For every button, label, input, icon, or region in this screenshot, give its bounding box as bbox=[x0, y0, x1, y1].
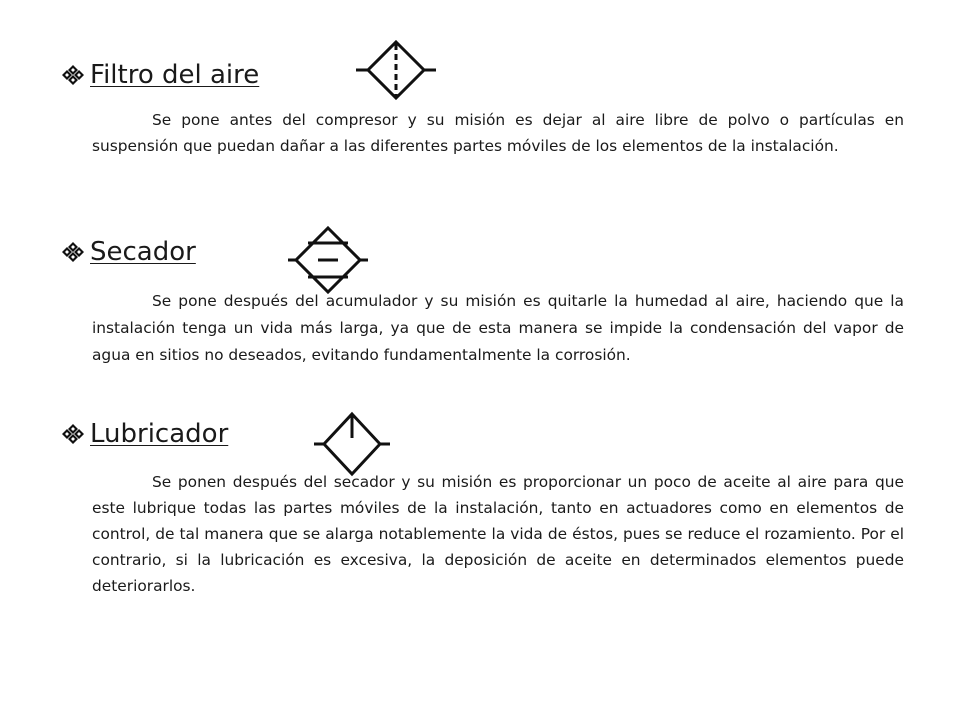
heading-text: Secador bbox=[90, 237, 196, 267]
diamond-bullet-icon bbox=[62, 64, 84, 86]
air-filter-symbol-icon bbox=[356, 40, 436, 102]
dryer-symbol-icon bbox=[288, 225, 368, 295]
heading-text: Lubricador bbox=[90, 419, 229, 449]
lubricator-symbol-icon bbox=[314, 410, 390, 478]
heading-text: Filtro del aire bbox=[90, 60, 260, 90]
diamond-bullet-icon bbox=[62, 423, 84, 445]
paragraph-lubricador: Se ponen después del secador y su misión es proporcionar un poco de aceite al aire para que este lubrique todas las partes móviles de la instalación, tanto en actuadores como en elementos de control, de tal manera que se alarga notablemente la vida de éstos, pues se reduce el rozamiento. Por el contrario, si la lubricación es excesiva, la deposición de aceite en determinados elementos puede deteriorarlos. bbox=[92, 473, 904, 595]
heading-lubricador bbox=[62, 419, 228, 449]
paragraph-filtro-del-aire: Se pone antes del compresor y su misión es dejar al aire libre de polvo o partículas en suspensión que puedan dañar a las diferentes partes móviles de los elementos de la instalación. bbox=[92, 111, 904, 155]
heading-filtro-del-aire bbox=[62, 60, 259, 90]
paragraph-secador: Se pone después del acumulador y su misión es quitarle la humedad al aire, haciendo que la instalación tenga un vida más larga, ya que de esta manera se impide la condensación del vapor de agua en sitios no deseados, evitando fundamentalmente la corrosión. bbox=[92, 292, 904, 364]
diamond-bullet-icon bbox=[62, 241, 84, 263]
heading-secador bbox=[62, 237, 196, 267]
